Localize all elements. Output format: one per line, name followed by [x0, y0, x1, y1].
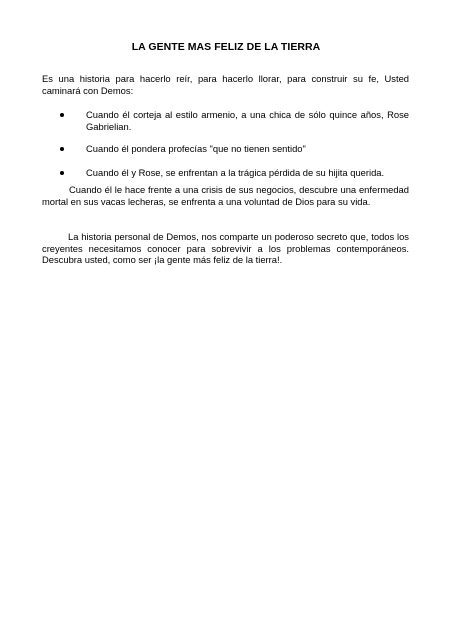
bullet-item: [42, 143, 409, 155]
bullet-item: [42, 109, 409, 132]
intro-paragraph: Es una historia para hacerlo reír, para hacerlo llorar, para construir su fe, Usted caminará con Demos:: [42, 73, 409, 96]
closing-paragraph: La historia personal de Demos, nos comparte un poderoso secreto que, todos los creyentes necesitamos conocer para sobrevivir a los problemas contemporáneos. Descubra usted, como ser ¡la gente más feliz de la tierra!.: [42, 231, 409, 266]
bullet-text: Cuando él corteja al estilo armenio, a una chica de sólo quince años, Rose Gabrielian.: [86, 109, 409, 132]
bullet-text: Cuando él pondera profecías "que no tienen sentido": [86, 143, 306, 155]
bullet-icon: [60, 171, 64, 175]
bullet-icon: [60, 113, 64, 117]
bullet-item: [42, 167, 409, 179]
bullet-icon: [60, 147, 64, 151]
second-paragraph: Cuando él le hace frente a una crisis de sus negocios, descubre una enfermedad mortal en sus vacas lecheras, se enfrenta a una voluntad de Dios para su vida.: [42, 184, 409, 207]
document-title: LA GENTE MAS FELIZ DE LA TIERRA: [131, 41, 321, 53]
bullet-list: [42, 109, 409, 178]
bullet-text: Cuando él y Rose, se enfrentan a la trágica pérdida de su hijita querida.: [86, 166, 385, 178]
